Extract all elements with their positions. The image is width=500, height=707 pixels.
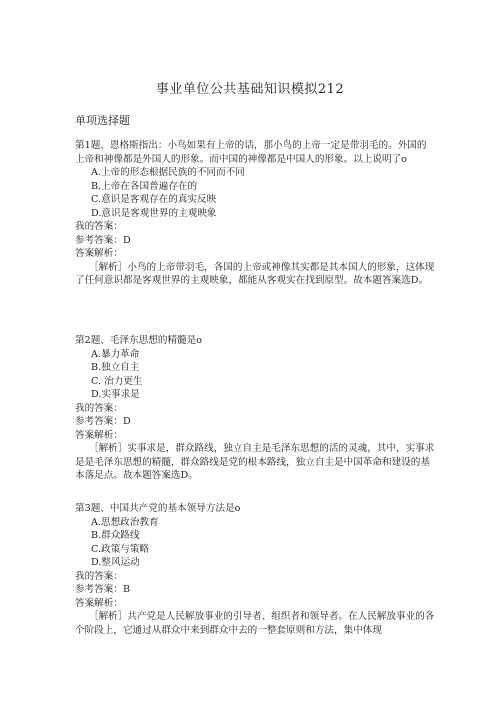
question-stem: 第2题、毛泽东思想的精髓是o <box>75 335 203 346</box>
option-a: A.思想政治教育 <box>91 516 159 528</box>
question-stem: 第3题、中国共产党的基本领导方法是o <box>75 503 241 514</box>
analysis-text: ［解析］实事求是，群众路线，独立自主是毛泽东思想的活的灵魂，其中，实事求是是毛泽东思想的精髓，群众路线是党的根本路线，独立自主是中国革命和建设的基本落足点。故本题答案选D。 <box>75 443 435 481</box>
question-block-2 <box>75 334 435 483</box>
reference-answer <box>75 234 435 248</box>
option-a: A.暴力革命 <box>91 348 140 360</box>
analysis-text: ［解析］共产党是人民解放事业的引导者、组织者和领导者。在人民解放事业的各个阶段上，它通过从群众中来到群众中去的一整套原则和方法，集中体现 <box>75 611 435 636</box>
option-b: B.上帝在各国普遍存在的 <box>91 180 198 192</box>
question-stem: 第1题、恩格斯指出：小鸟如果有上帝的话，那小鸟的上帝一定是带羽毛的。外国的上帝和神像都是外国人的形象。而中国的神像都是中国人的形象。以上说明了o <box>75 140 427 165</box>
analysis-label: 答案解析： <box>75 597 123 609</box>
option-a: A.上帝的形态根据民族的不同而不同 <box>91 167 245 178</box>
page-title: 事业单位公共基础知识模拟212 <box>155 82 345 97</box>
my-answer-label: 我的答案： <box>75 221 123 232</box>
question-block-3 <box>75 502 435 637</box>
reference-answer-label: 参考答案： <box>75 584 123 595</box>
analysis-text: ［解析］小鸟的上帝带羽毛，各国的上帝或神像其实都是其本国人的形象，这体现了任何意识都是客观世界的主观映象，都能从客观实在找到原型。故本题答案选D。 <box>75 261 435 286</box>
option-c: C.政策与策略 <box>91 543 150 555</box>
option-d: D.意识是客观世界的主观映象 <box>91 207 217 219</box>
reference-answer-value: D <box>122 416 131 427</box>
option-d: D.实事求是 <box>91 389 140 400</box>
reference-answer-label: 参考答案： <box>75 234 123 246</box>
analysis-label: 答案解析： <box>75 248 123 259</box>
question-block-1 <box>75 139 435 288</box>
reference-answer-value: D <box>122 234 131 246</box>
analysis-label: 答案解析： <box>75 429 123 441</box>
option-b: B.群众路线 <box>91 530 140 541</box>
reference-answer-label: 参考答案： <box>75 416 123 427</box>
section-heading: 单项选择题 <box>75 114 130 127</box>
option-c: C. 治力更生 <box>91 375 143 387</box>
option-c: C.意识是客观存在的真实反映 <box>91 194 217 205</box>
reference-answer-value: B <box>122 584 131 595</box>
my-answer-label: 我的答案： <box>75 402 123 414</box>
my-answer-label: 我的答案： <box>75 570 123 582</box>
reference-answer <box>75 415 435 429</box>
option-d: D.整风运动 <box>91 557 140 568</box>
reference-answer <box>75 583 435 597</box>
option-b: B.独立自主 <box>91 362 140 373</box>
